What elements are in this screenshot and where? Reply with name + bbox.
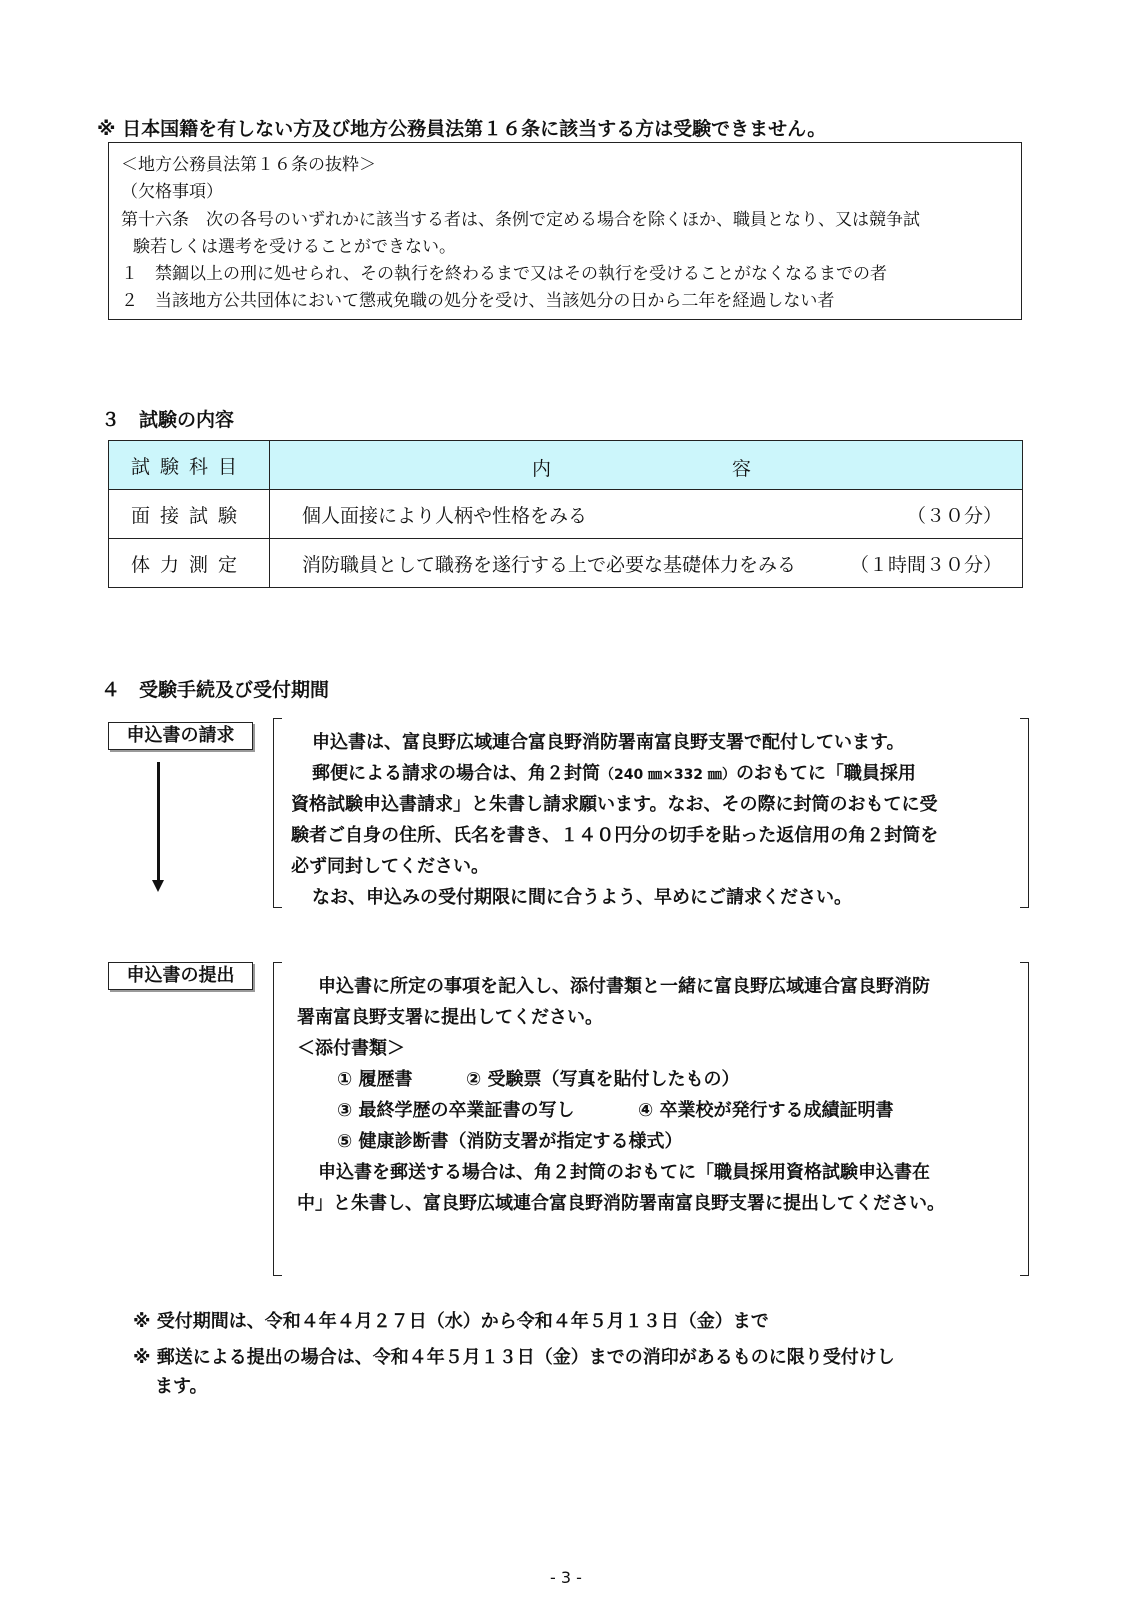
request-line-2a: 郵便による請求の場合は、角２封筒: [312, 763, 600, 784]
section-4-title: ４ 受験手続及び受付期間: [101, 679, 330, 701]
attachment-4: ④ 卒業校が発行する成績証明書: [638, 1100, 894, 1121]
request-line-5: 必ず同封してください。: [291, 856, 489, 877]
submission-label: 申込書の提出: [108, 962, 253, 990]
excerpt-subtitle: （欠格事項）: [121, 182, 223, 202]
section-3-title: ３ 試験の内容: [101, 409, 235, 431]
submission-line-4: 申込書を郵送する場合は、角２封筒のおもてに「職員採用資格試験申込書在: [318, 1162, 930, 1183]
request-line-2: [312, 759, 916, 785]
header-content-char-2: 容: [732, 458, 752, 480]
row-duration: （１時間３０分）: [849, 553, 1002, 576]
envelope-size: （240 ㎜×332 ㎜）: [600, 767, 736, 783]
postmark-note-line-1: ※ 郵送による提出の場合は、令和４年５月１３日（金）までの消印があるものに限り受付けし: [133, 1347, 895, 1368]
excerpt-item-2: ２ 当該地方公共団体において懲戒免職の処分を受け、当該処分の日から二年を経過しない者: [121, 291, 835, 311]
request-line-6: なお、申込みの受付期限に間に合うよう、早めにご請求ください。: [312, 887, 852, 908]
request-bracket-left: [273, 718, 282, 908]
law-excerpt-box: [108, 142, 1022, 320]
header-content: [270, 441, 1023, 490]
submission-line-2: 署南富良野支署に提出してください。: [297, 1007, 603, 1028]
row-content-cell: [270, 539, 1023, 588]
attachment-3: ③ 最終学歴の卒業証書の写し: [337, 1100, 575, 1121]
row-duration: （３０分）: [906, 504, 1002, 527]
request-line-4: 験者ご自身の住所、氏名を書き、１４０円分の切手を貼った返信用の角２封筒を: [291, 825, 939, 846]
exam-content-table: [108, 440, 1023, 588]
header-subject: 試験科目: [109, 441, 270, 490]
request-label: 申込書の請求: [108, 722, 253, 750]
submission-line-5: 中」と朱書し、富良野広域連合富良野消防署南富良野支署に提出してください。: [297, 1193, 945, 1214]
request-bracket-right: [1020, 718, 1029, 908]
table-row: [109, 490, 1023, 539]
submission-line-1: 申込書に所定の事項を記入し、添付書類と一緒に富良野広域連合富良野消防: [318, 976, 930, 997]
header-content-char-1: 内: [532, 458, 552, 480]
attachment-2: ② 受験票（写真を貼付したもの）: [466, 1069, 740, 1090]
postmark-note-line-2: ます。: [155, 1376, 208, 1397]
submission-bracket-right: [1020, 962, 1029, 1276]
request-line-2c: のおもてに「職員採用: [735, 763, 916, 784]
row-content-cell: [270, 490, 1023, 539]
row-content: 消防職員として職務を遂行する上で必要な基礎体力をみる: [302, 553, 797, 576]
flow-arrow-shaft: [157, 762, 160, 884]
attachments-heading: ＜添付書類＞: [297, 1038, 405, 1059]
excerpt-article-line-1: 第十六条 次の各号のいずれかに該当する者は、条例で定める場合を除くほか、職員となり、又は競争試: [121, 210, 920, 230]
table-header-row: [109, 441, 1023, 490]
attachment-1: ① 履歴書: [337, 1069, 413, 1090]
page-number: - 3 -: [550, 1568, 582, 1587]
submission-bracket-left: [273, 962, 282, 1276]
attachment-5: ⑤ 健康診断書（消防支署が指定する様式）: [337, 1131, 683, 1152]
row-content: 個人面接により人柄や性格をみる: [302, 504, 588, 527]
row-subject: 面接試験: [109, 490, 270, 539]
row-subject: 体力測定: [109, 539, 270, 588]
excerpt-title: ＜地方公務員法第１６条の抜粋＞: [121, 155, 376, 175]
request-line-1: 申込書は、富良野広域連合富良野消防署南富良野支署で配付しています。: [312, 732, 905, 753]
reception-period-note: ※ 受付期間は、令和４年４月２７日（水）から令和４年５月１３日（金）まで: [133, 1311, 769, 1332]
arrow-down-icon: [152, 880, 164, 892]
excerpt-item-1: １ 禁錮以上の刑に処せられ、その執行を終わるまで又はその執行を受けることがなくなるまでの者: [121, 264, 888, 284]
eligibility-notice: ※ 日本国籍を有しない方及び地方公務員法第１６条に該当する方は受験できません。: [97, 118, 827, 140]
excerpt-article-line-2: 験若しくは選考を受けることができない。: [133, 237, 456, 257]
request-line-3: 資格試験申込書請求」と朱書し請求願います。なお、その際に封筒のおもてに受: [291, 794, 938, 815]
table-row: [109, 539, 1023, 588]
